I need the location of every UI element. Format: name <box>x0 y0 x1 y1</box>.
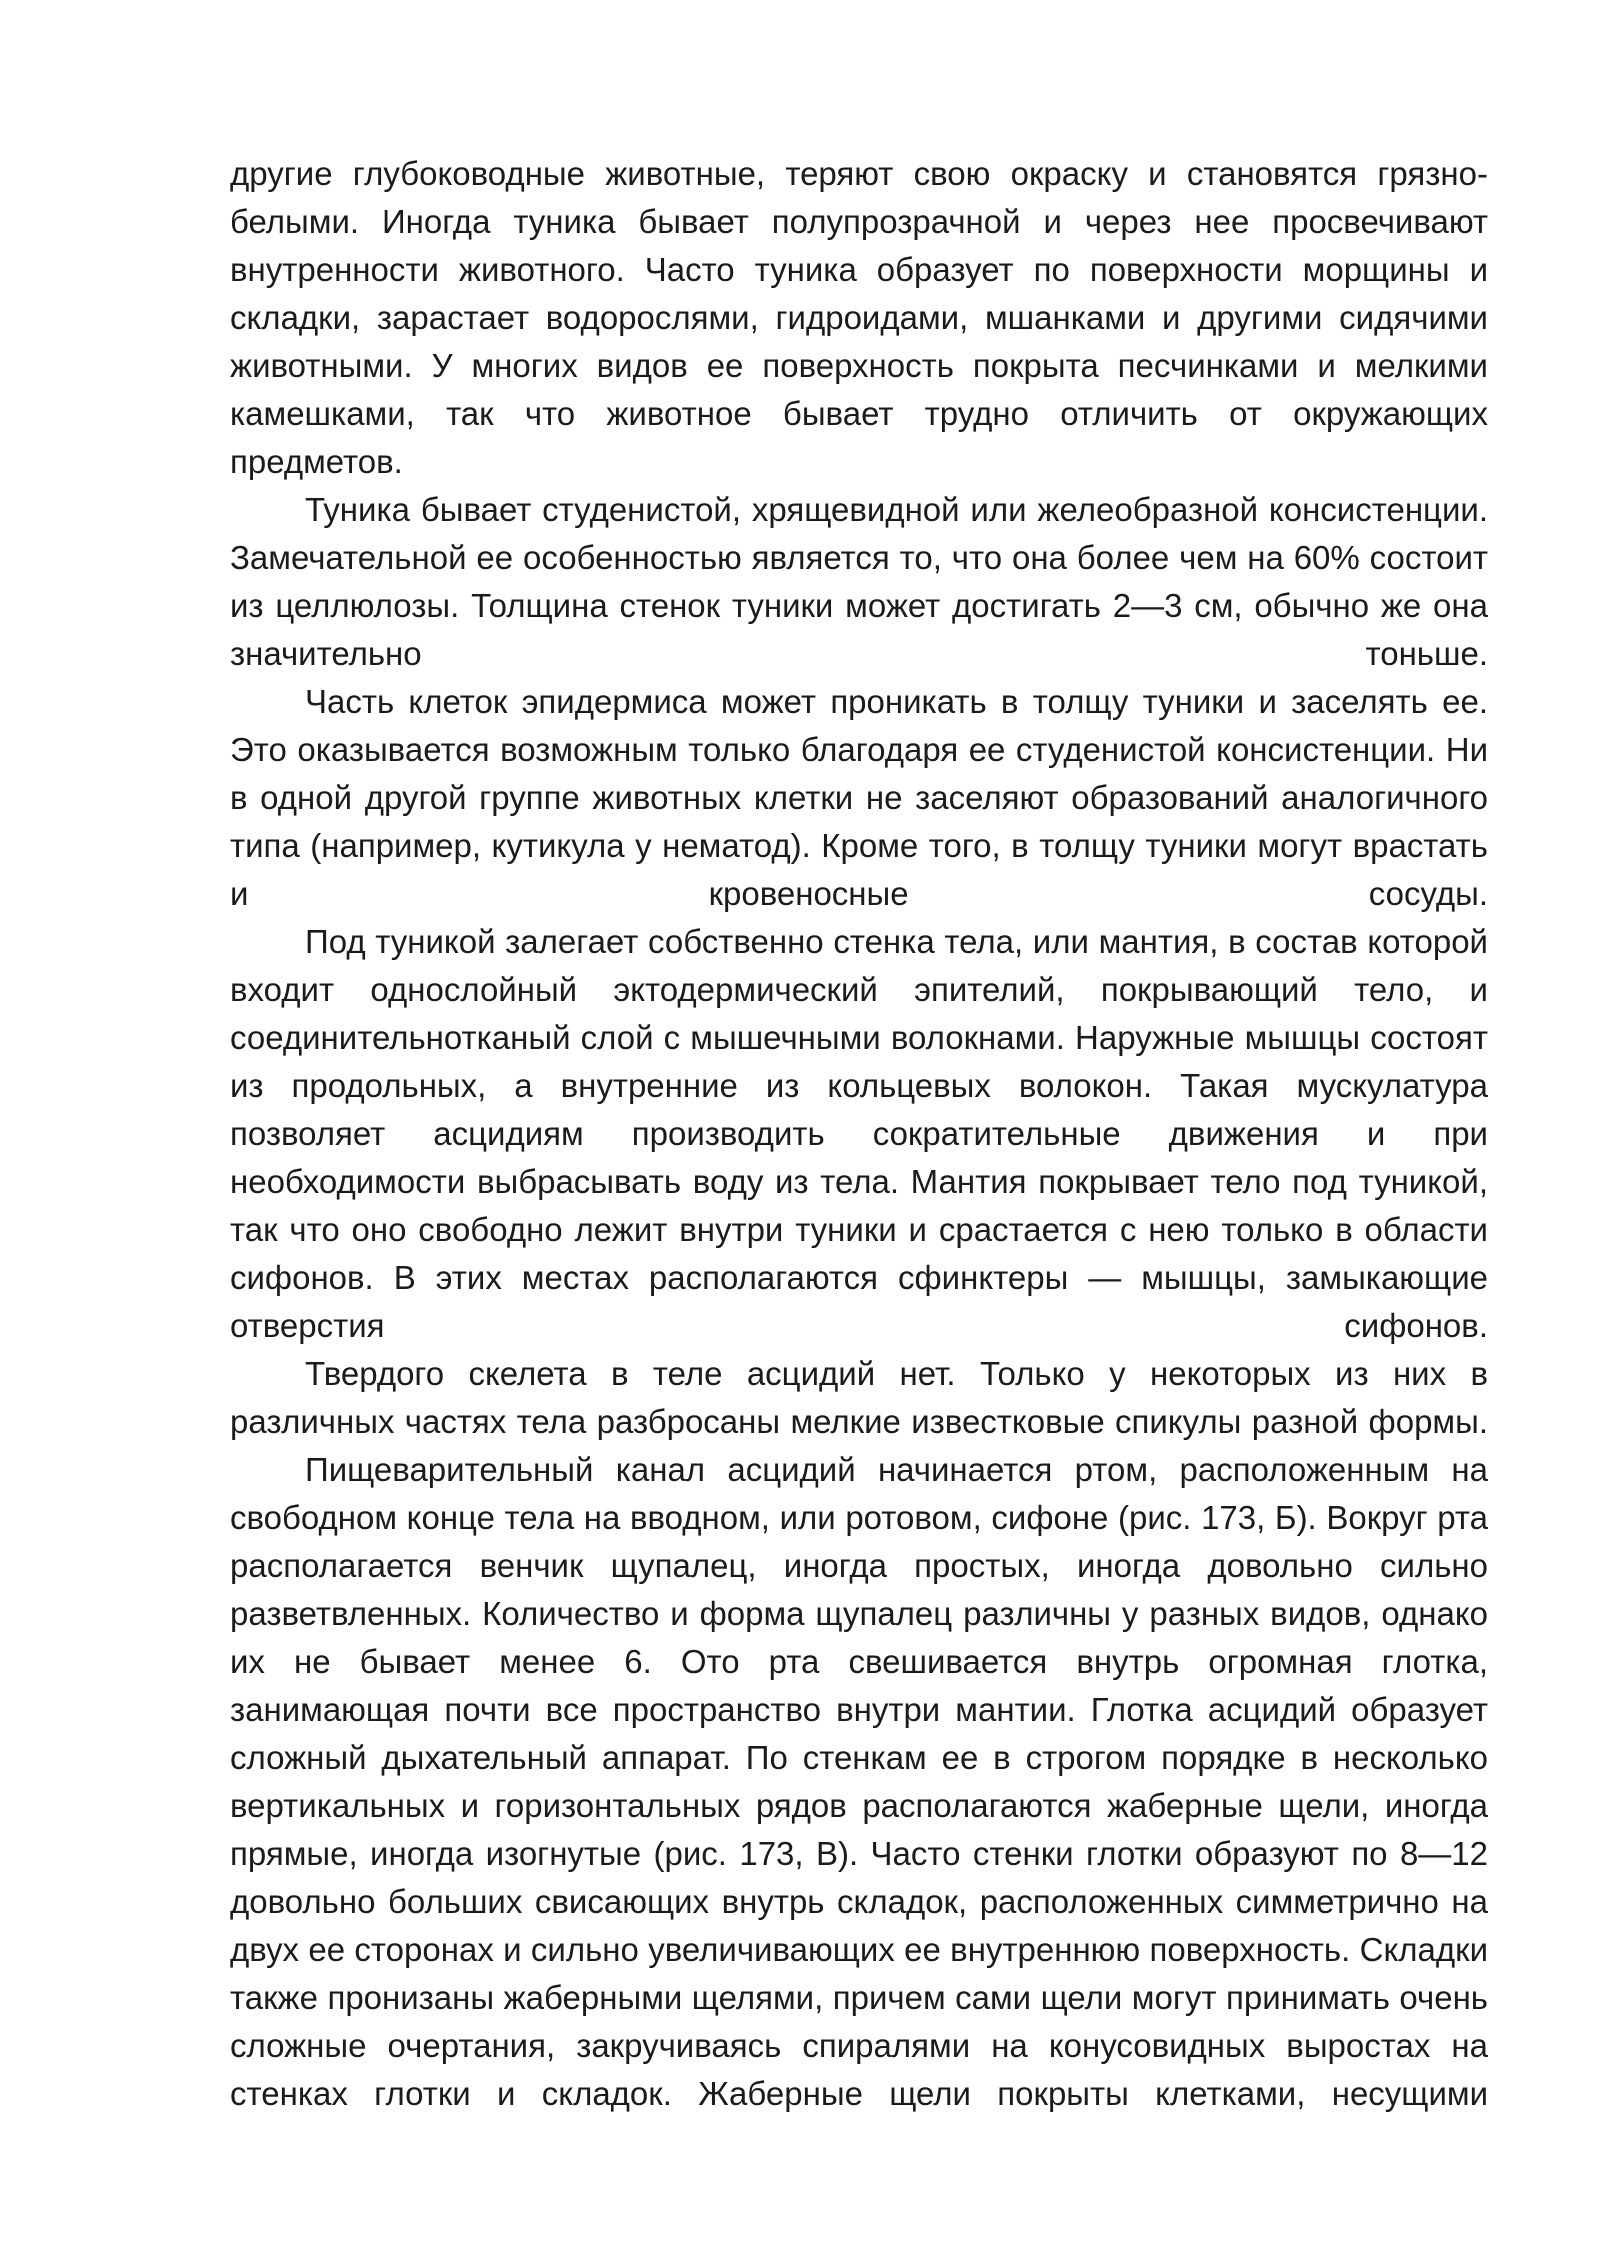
paragraph-tunic-consistency: Туника бывает студенистой, хрящевидной или желеобразной консистенции. Замечательной ее особенностью является то, что она более чем на 60% состоит из целлюлозы. Толщина стенок туники может достигать 2—3 см, обычно же она значительно тоньше. <box>230 491 1488 672</box>
paragraph-digestive-canal: Пищеварительный канал асцидий начинается ртом, расположенным на свободном конце тела на вводном, или ротовом, сифоне (рис. 173, Б). Вокруг рта располагается венчик щупалец, иногда простых, иногда довольно сильно разветвленных. Количество и форма щупалец различны у разных видов, однако их не бывает менее 6. Ото рта свешивается внутрь огромная глотка, занимающая почти все пространство внутри мантии. Глотка асцидий образует сложный дыхательный аппарат. По стенкам ее в строгом порядке в несколько вертикальных и горизонтальных рядов располагаются жаберные щели, иногда прямые, иногда изогнутые (рис. 173, В). Часто стенки глотки образуют по 8—12 довольно больших свисающих внутрь складок, расположенных симметрично на двух ее сторонах и сильно увеличивающих ее внутреннюю поверхность. Складки также пронизаны жаберными щелями, причем сами щели могут принимать очень сложные очертания, закручиваясь спиралями на конусовидных выростах на стенках глотки и складок. Жаберные щели покрыты клетками, несущими <box>230 1451 1488 2112</box>
paragraph-mantle: Под туникой залегает собственно стенка тела, или мантия, в состав которой входит однослойный эктодермический эпителий, покрывающий тело, и соединительнотканый слой с мышечными волокнами. Наружные мышцы состоят из продольных, а внутренние из кольцевых волокон. Такая мускулатура позволяет асцидиям производить сократительные движения и при необходимости выбрасывать воду из тела. Мантия покрывает тело под туникой, так что оно свободно лежит внутри туники и срастается с нею только в области сифонов. В этих местах располагаются сфинктеры — мышцы, замыкающие отверстия сифонов. <box>230 923 1488 1344</box>
paragraph-skeleton: Твердого скелета в теле асцидий нет. Только у некоторых из них в различных частях тела разбросаны мелкие известковые спикулы разной формы. <box>230 1355 1488 1440</box>
paragraph-epidermis-cells: Часть клеток эпидермиса может проникать в толщу туники и заселять ее. Это оказывается возможным только благодаря ее студенистой консистенции. Ни в одной другой группе животных клетки не заселяют образований аналогичного типа (например, кутикула у нематод). Кроме того, в толщу туники могут врастать и кровеносные сосуды. <box>230 683 1488 912</box>
paragraph-tunic-coloration: другие глубоководные животные, теряют свою окраску и становятся грязно-белыми. Иногда туника бывает полупрозрачной и через нее просвечивают внутренности животного. Часто туника образует по поверхности морщины и складки, зарастает водорослями, гидроидами, мшанками и другими сидячими животными. У многих видов ее поверхность покрыта песчинками и мелкими камешками, так что животное бывает трудно отличить от окружающих предметов. <box>230 155 1488 480</box>
body-text <box>230 150 1488 2118</box>
